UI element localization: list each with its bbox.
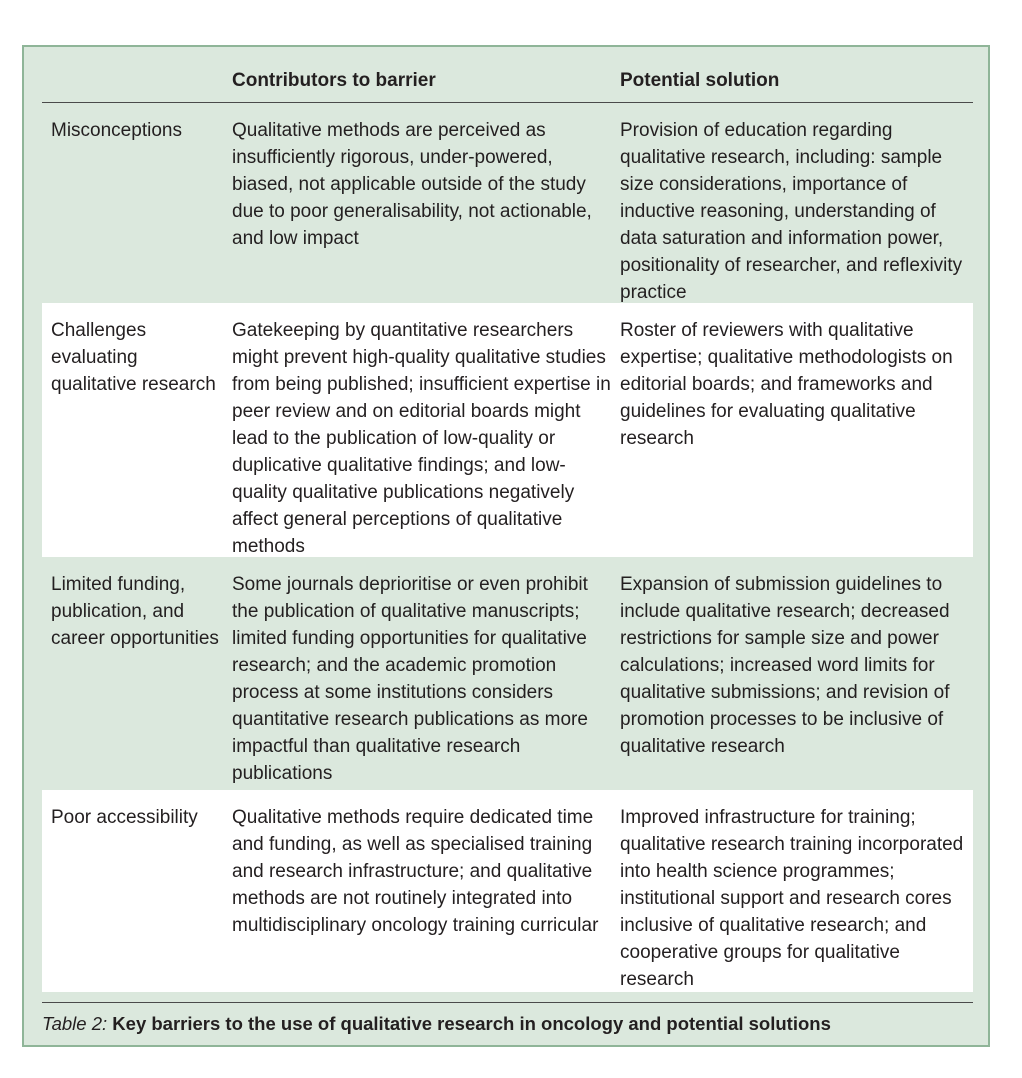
- header-contributors: Contributors to barrier: [232, 70, 436, 91]
- table-row: [42, 103, 973, 302]
- solution-cell: Expansion of submission guidelines to include qualitative research; decreased restrictions for sample size and power calculations; increased word limits for qualitative submissions; and revision of promotion processes to be inclusive of qualitative research: [620, 574, 950, 757]
- header-solution: Potential solution: [620, 70, 780, 91]
- barrier-cell: Challenges evaluating qualitative research: [51, 320, 216, 395]
- table-row: [42, 557, 973, 790]
- contributors-cell: Qualitative methods are perceived as insufficiently rigorous, under-powered, biased, not applicable outside of the study due to poor generalisability, not actionable, and low impact: [232, 120, 592, 249]
- caption-divider: [42, 1002, 973, 1003]
- contributors-cell: Gatekeeping by quantitative researchers might prevent high-quality qualitative studies from being published; insufficient expertise in peer review and on editorial boards might lead to the publication of low-quality or duplicative qualitative findings; and low-quality qualitative publications negatively affect general perceptions of qualitative methods: [232, 320, 611, 557]
- barrier-cell: Poor accessibility: [51, 807, 198, 828]
- table-row: [42, 303, 973, 557]
- caption-label: Table 2:: [42, 1013, 108, 1034]
- table-header: [42, 47, 973, 103]
- solution-cell: Improved infrastructure for training; qualitative research training incorporated into health science programmes; institutional support and research cores inclusive of qualitative research; and cooperative groups for qualitative research: [620, 807, 964, 990]
- contributors-cell: Qualitative methods require dedicated time and funding, as well as specialised training and research infrastructure; and qualitative methods are not routinely integrated into multidisciplinary oncology training curricular: [232, 807, 599, 936]
- solution-cell: Provision of education regarding qualitative research, including: sample size considerations, importance of inductive reasoning, understanding of data saturation and information power, positionality of researcher, and reflexivity practice: [620, 120, 963, 303]
- table-caption: [42, 1011, 973, 1037]
- caption-text: Key barriers to the use of qualitative research in oncology and potential solutions: [112, 1013, 831, 1034]
- barrier-cell: Limited funding, publication, and career opportunities: [51, 574, 219, 649]
- barrier-cell: Misconceptions: [51, 120, 182, 141]
- table-panel: [22, 45, 990, 1047]
- table-row: [42, 790, 973, 992]
- solution-cell: Roster of reviewers with qualitative expertise; qualitative methodologists on editorial boards; and frameworks and guidelines for evaluating qualitative research: [620, 320, 953, 449]
- contributors-cell: Some journals deprioritise or even prohibit the publication of qualitative manuscripts; limited funding opportunities for qualitative research; and the academic promotion process at some institutions considers quantitative research publications as more impactful than qualitative research publications: [232, 574, 588, 784]
